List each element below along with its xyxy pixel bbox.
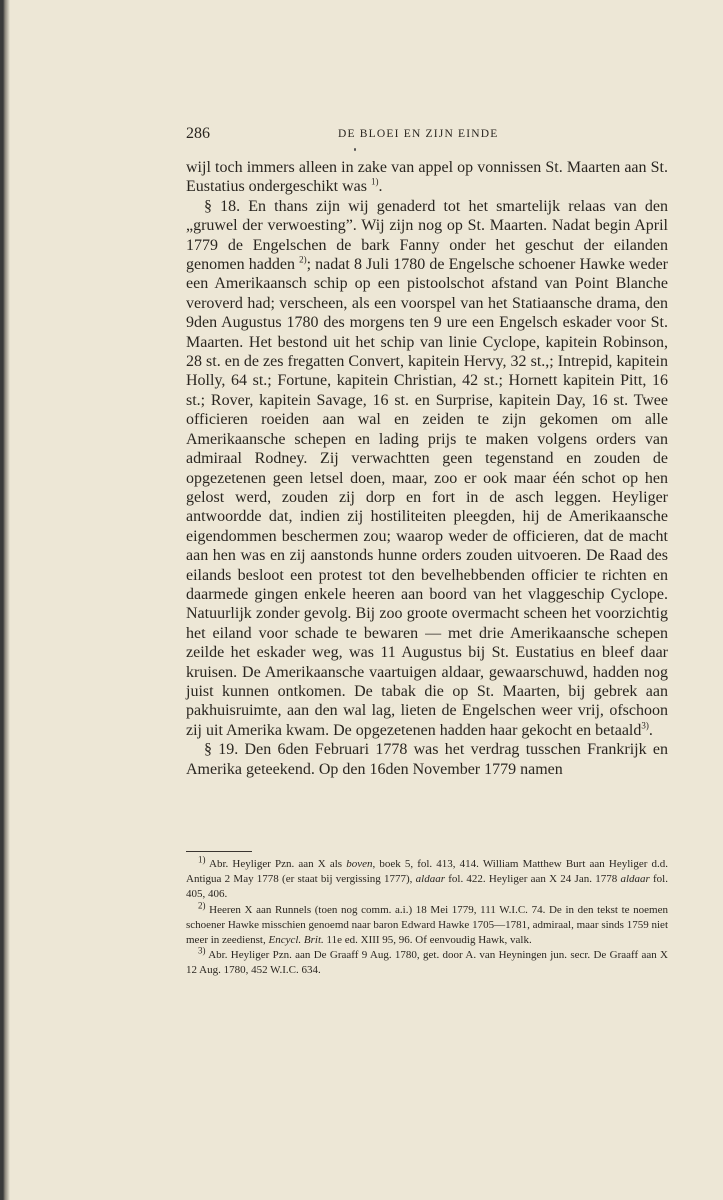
footnote-1: $^{1)}$ Abr. Heyliger Pzn. aan X als boven, boek 5, fol. 413, 414. William Matthew Burt aan Heyliger d.d. Antigua 2 May 1778 (er staat bij vergissing 1777), aldaar fol. 422. Heyliger aan X 24 Jan. 1778 aldaar fol. 405, 406. [186, 854, 668, 901]
footnote-ref: 1) [371, 177, 379, 188]
footnote-ref: 3) [641, 720, 649, 731]
running-head: DE BLOEI EN ZIJN EINDE [338, 128, 499, 140]
paragraph-1: wijl toch immers alleen in zake van appel op vonnissen St. Maarten aan St. Eustatius ondergeschikt was $^{1)}$. [186, 159, 668, 196]
footnote-ref: 2) [299, 254, 307, 265]
footnote-2: $^{2)}$ Heeren X aan Runnels (toen nog comm. a.i.) 18 Mei 1779, 111 W.I.C. 74. De in den tekst te noemen schoener Hawke misschien genoemd naar baron Edward Hawke 1705—1781, admiraal, maar sinds 1759 niet meer in zeedienst, Encycl. Brit. 11e ed. XIII 95, 96. Of eenvoudig Hawk, valk. [186, 899, 668, 947]
body-text [186, 158, 668, 779]
paragraph-section-18: § 18. En thans zijn wij genaderd tot het smartelijk relaas van den „gruwel der verwoesting”. Wij zijn nog op St. Maarten. Nadat begin April 1779 de Engelschen de bark Fanny onder het geschut der eilanden genomen hadden $^{2)}$; nadat 8 Juli 1780 de Engelsche schoener Hawke weder een Amerikaansch schip op een pistoolschot afstand van Point Blanche veroverd had; verscheen, als een voorspel van het Statiaansche drama, den 9den Augustus 1780 des morgens ten 9 ure een Engelsch eskader voor St. Maarten. Het bestond uit het schip van linie Cyclope, kapitein Robinson, 28 st. en de zes fregatten Convert, kapitein Hervy, 32 st.,; Intrepid, kapitein Holly, 64 st.; Fortune, kapitein Christian, 42 st.; Hornett kapitein Pitt, 16 st.; Rover, kapitein Savage, 16 st. en Surprise, kapitein Day, 16 st. Twee officieren roeiden aan wal en zeiden te zijn gekomen om alle Amerikaansche schepen en lading prijs te maken volgens orders van admiraal Rodney. Zij verwachtten geen tegenstand en zouden de opgezetenen geen letsel doen, maar, zoo er ook maar één schot op hen gelost werd, zouden zij dorp en fort in de asch leggen. Heyliger antwoordde dat, indien zij hostiliteiten pleegden, hij de Amerikaansche eigendommen beschermen zou; waarop weder de officieren, dat de macht aan hen was en zij aanstonds hunne orders zouden uitvoeren. De Raad des eilands besloot een protest tot den bevelhebbenden officier te richten en daarmede gingen enkele heeren aan boord van het vlaggeschip Cyclope. Natuurlijk zonder gevolg. Bij zoo groote overmacht scheen het voorzichtig het eiland voor schade te bewaren — met drie Amerikaansche schepen zeilde het eskader weg, was 11 Augustus bij St. Eustatius en bleef daar kruisen. De Amerikaansche vaartuigen aldaar, gewaarschuwd, hadden nog juist kunnen ontkomen. De tabak die op St. Maarten, bij gebrek aan pakhuisruimte, aan den wal lag, lieten de Engelschen weer vrij, ofschoon zij uit Amerika kwam. De opgezetenen hadden haar gekocht en betaald$^{3)}$. [186, 197, 669, 739]
footnote-3: $^{3)}$ Abr. Heyliger Pzn. aan De Graaff 9 Aug. 1780, get. door A. van Heyningen jun. secr. De Graaff aan X 12 Aug. 1780, 452 W.I.C. 634. [186, 945, 668, 977]
binding-gutter [0, 0, 10, 1200]
page-header [186, 125, 666, 145]
footnotes [186, 854, 668, 979]
printer-mark [354, 148, 356, 151]
footnote-rule [186, 851, 252, 852]
page-number: 286 [186, 125, 210, 142]
paragraph-section-19: § 19. Den 6den Februari 1778 was het verdrag tusschen Frankrijk en Amerika geteekend. Op den 16den November 1779 namen [186, 741, 668, 778]
